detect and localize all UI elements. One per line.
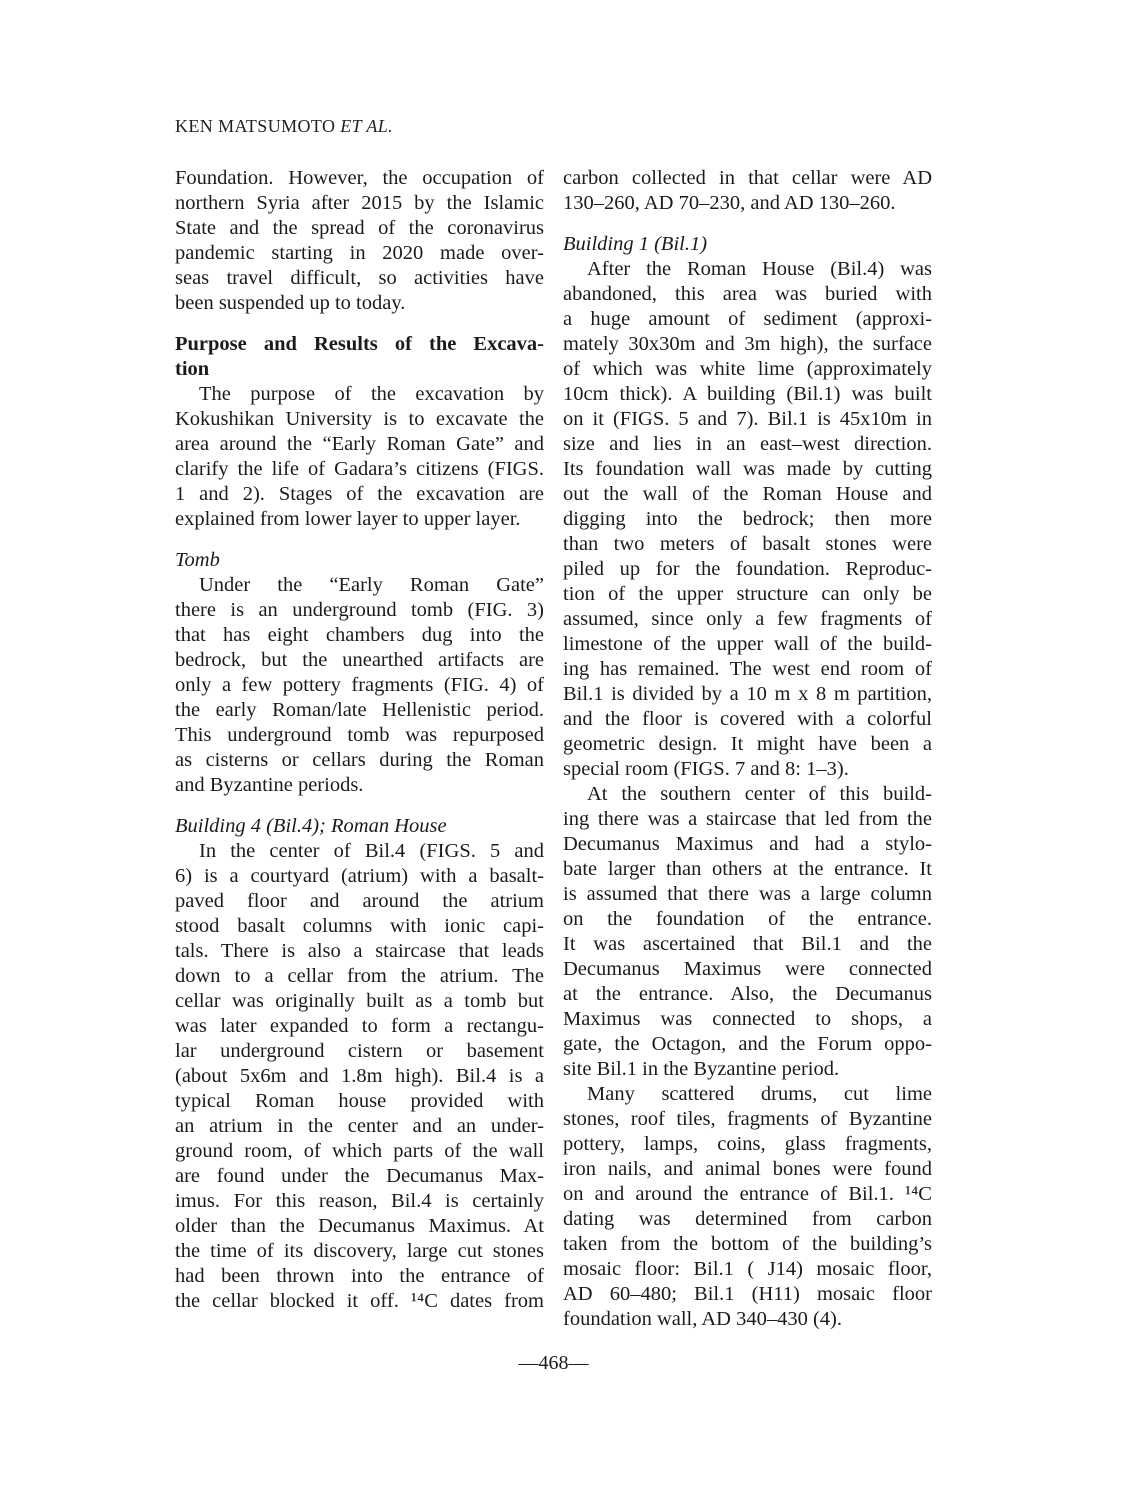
text-line: digging into the bedrock; then more <box>563 508 932 530</box>
text-line: northern Syria after 2015 by the Islamic <box>175 192 544 214</box>
text-line: 1 and 2). Stages of the excavation are <box>175 483 544 505</box>
text-line: 10cm thick). A building (Bil.1) was built <box>563 383 932 405</box>
paragraph-building-4 <box>175 839 544 1314</box>
text-line: a huge amount of sediment (approxi- <box>563 308 932 330</box>
subheading-building-4 <box>175 814 544 839</box>
text-line: imus. For this reason, Bil.4 is certainly <box>175 1190 544 1212</box>
text-line: at the entrance. Also, the Decumanus <box>563 983 932 1005</box>
text-line: tion <box>175 358 210 380</box>
text-line: dating was determined from carbon <box>563 1208 932 1230</box>
text-line: geometric design. It might have been a <box>563 733 932 755</box>
left-column <box>175 166 544 1332</box>
text-line: Its foundation wall was made by cutting <box>563 458 932 480</box>
text-line: size and lies in an east–west direction. <box>563 433 932 455</box>
text-line: bate larger than others at the entrance. It <box>563 858 932 880</box>
paragraph-purpose <box>175 382 544 532</box>
text-line: Building 1 (Bil.1) <box>563 233 708 255</box>
text-line: lar underground cistern or basement <box>175 1040 544 1062</box>
text-line: than two meters of basalt stones were <box>563 533 932 555</box>
text-line: older than the Decumanus Maximus. At <box>175 1215 544 1237</box>
text-line: explained from lower layer to upper layer. <box>175 508 521 530</box>
subheading-tomb <box>175 548 544 573</box>
text-line: there is an underground tomb (FIG. 3) <box>175 599 544 621</box>
text-line: After the Roman House (Bil.4) was <box>587 258 932 280</box>
text-line: State and the spread of the coronavirus <box>175 217 544 239</box>
text-line: been suspended up to today. <box>175 292 406 314</box>
section-heading-purpose <box>175 332 544 382</box>
text-line: ing has remained. The west end room of <box>563 658 932 680</box>
text-line: Foundation. However, the occupation of <box>175 167 544 189</box>
text-line: foundation wall, AD 340–430 (4). <box>563 1308 842 1330</box>
text-line: stood basalt columns with ionic capi- <box>175 915 544 937</box>
text-line: AD 60–480; Bil.1 (H11) mosaic floor <box>563 1283 932 1305</box>
text-line: abandoned, this area was buried with <box>563 283 932 305</box>
paragraph-finds <box>563 1082 932 1332</box>
text-line: taken from the bottom of the building’s <box>563 1233 932 1255</box>
text-line: and Byzantine periods. <box>175 774 364 796</box>
text-line: iron nails, and animal bones were found <box>563 1158 932 1180</box>
text-line: tals. There is also a staircase that leads <box>175 940 544 962</box>
right-column <box>563 166 932 1332</box>
text-line: mosaic floor: Bil.1 ( J14) mosaic floor, <box>563 1258 932 1280</box>
text-line: limestone of the upper wall of the build- <box>563 633 932 655</box>
text-line: 130–260, AD 70–230, and AD 130–260. <box>563 192 896 214</box>
text-line: Maximus was connected to shops, a <box>563 1008 932 1030</box>
text-line: is assumed that there was a large column <box>563 883 932 905</box>
text-line: Kokushikan University is to excavate the <box>175 408 544 430</box>
text-line: seas travel difficult, so activities have <box>175 267 544 289</box>
page-number: —468— <box>518 1352 589 1374</box>
text-line: piled up for the foundation. Reproduc- <box>563 558 932 580</box>
text-line: of which was white lime (approximately <box>563 358 932 380</box>
text-line: ing there was a staircase that led from the <box>563 808 932 830</box>
text-line: assumed, since only a few fragments of <box>563 608 932 630</box>
text-line: the early Roman/late Hellenistic period. <box>175 699 544 721</box>
text-line: cellar was originally built as a tomb but <box>175 990 544 1012</box>
text-line: on and around the entrance of Bil.1. ¹⁴C <box>563 1183 932 1205</box>
page-footer <box>175 1352 932 1375</box>
text-line: (about 5x6m and 1.8m high). Bil.4 is a <box>175 1065 544 1087</box>
subheading-building-1 <box>563 232 932 257</box>
text-line: bedrock, but the unearthed artifacts are <box>175 649 544 671</box>
author-names: KEN MATSUMOTO <box>175 116 341 136</box>
text-line: At the southern center of this build- <box>587 783 932 805</box>
text-line: and the floor is covered with a colorful <box>563 708 932 730</box>
continued-paragraph <box>563 166 932 216</box>
text-line: Decumanus Maximus were connected <box>563 958 932 980</box>
text-line: Decumanus Maximus and had a stylo- <box>563 833 932 855</box>
text-line: The purpose of the excavation by <box>199 383 544 405</box>
paragraph-staircase <box>563 782 932 1082</box>
text-line: Building 4 (Bil.4); Roman House <box>175 815 447 837</box>
text-line: mately 30x30m and 3m high), the surface <box>563 333 932 355</box>
text-line: an atrium in the center and an under- <box>175 1115 544 1137</box>
text-line: Bil.1 is divided by a 10 m x 8 m partition, <box>563 683 932 705</box>
continued-paragraph <box>175 166 544 316</box>
text-line: pandemic starting in 2020 made over- <box>175 242 544 264</box>
text-line: Under the “Early Roman Gate” <box>199 574 544 596</box>
text-line: had been thrown into the entrance of <box>175 1265 544 1287</box>
text-line: was later expanded to form a rectangu- <box>175 1015 544 1037</box>
paragraph-tomb <box>175 573 544 798</box>
text-line: that has eight chambers dug into the <box>175 624 544 646</box>
text-line: paved floor and around the atrium <box>175 890 544 912</box>
text-line: pottery, lamps, coins, glass fragments, <box>563 1133 932 1155</box>
running-header <box>175 116 393 137</box>
text-line: gate, the Octagon, and the Forum oppo- <box>563 1033 932 1055</box>
text-line: stones, roof tiles, fragments of Byzantine <box>563 1108 932 1130</box>
text-line: typical Roman house provided with <box>175 1090 544 1112</box>
text-line: In the center of Bil.4 (FIGS. 5 and <box>199 840 544 862</box>
text-line: ground room, of which parts of the wall <box>175 1140 544 1162</box>
et-al-label: ET AL. <box>340 116 394 136</box>
text-line: Many scattered drums, cut lime <box>587 1083 932 1105</box>
paragraph-building-1 <box>563 257 932 782</box>
text-line: special room (FIGS. 7 and 8: 1–3). <box>563 758 849 780</box>
text-line: as cisterns or cellars during the Roman <box>175 749 544 771</box>
text-line: down to a cellar from the atrium. The <box>175 965 544 987</box>
text-line: carbon collected in that cellar were AD <box>563 167 932 189</box>
text-line: It was ascertained that Bil.1 and the <box>563 933 932 955</box>
text-line: Purpose and Results of the Excava- <box>175 333 544 355</box>
text-line: the time of its discovery, large cut stones <box>175 1240 544 1262</box>
text-line: are found under the Decumanus Max- <box>175 1165 544 1187</box>
text-line: on it (FIGS. 5 and 7). Bil.1 is 45x10m in <box>563 408 932 430</box>
text-line: out the wall of the Roman House and <box>563 483 932 505</box>
text-line: This underground tomb was repurposed <box>175 724 544 746</box>
two-column-text-body <box>175 166 932 1332</box>
text-line: site Bil.1 in the Byzantine period. <box>563 1058 840 1080</box>
text-line: clarify the life of Gadara’s citizens (FIGS. <box>175 458 544 480</box>
text-line: only a few pottery fragments (FIG. 4) of <box>175 674 544 696</box>
text-line: 6) is a courtyard (atrium) with a basalt- <box>175 865 544 887</box>
text-line: the cellar blocked it off. ¹⁴C dates from <box>175 1290 544 1312</box>
text-line: area around the “Early Roman Gate” and <box>175 433 544 455</box>
text-line: on the foundation of the entrance. <box>563 908 932 930</box>
text-line: tion of the upper structure can only be <box>563 583 932 605</box>
text-line: Tomb <box>175 549 220 571</box>
